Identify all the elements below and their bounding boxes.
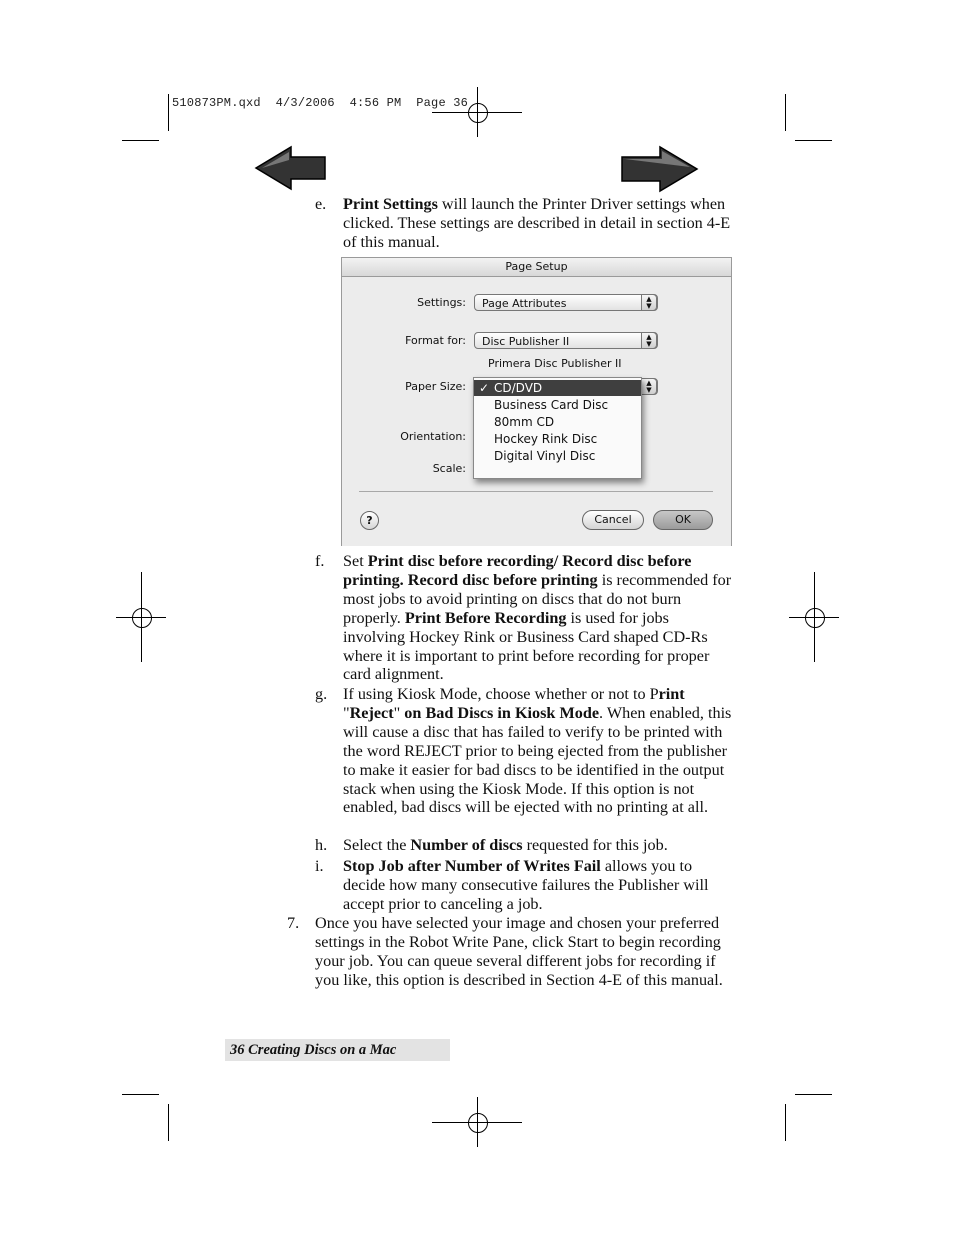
registration-mark-icon — [462, 1107, 492, 1137]
paper-size-menu — [473, 377, 642, 479]
item-g-paragraph — [343, 685, 733, 817]
format-for-value: Disc Publisher II — [482, 335, 570, 348]
item-h-text: Select the — [343, 836, 411, 854]
item-h-text: requested for this job. — [522, 836, 668, 854]
item-f-text: is recommended for most jobs to avoid printing on discs that do not burn properly. — [343, 570, 732, 627]
item-f-text: Set — [343, 552, 368, 570]
item-h-paragraph — [343, 836, 733, 855]
page-footer: 36 Creating Discs on a Mac — [225, 1039, 450, 1061]
item-h-bold: Number of discs — [410, 836, 523, 854]
item-e-bold: Print Settings — [343, 195, 438, 213]
menu-item[interactable]: 80mm CD — [494, 415, 555, 429]
help-button[interactable]: ? — [360, 511, 379, 530]
page-setup-dialog — [341, 257, 732, 546]
checkmark-icon: ✓ — [479, 381, 490, 395]
up-down-arrows-icon: ▲ ▼ — [641, 294, 657, 311]
paper-size-label: Paper Size: — [405, 380, 466, 393]
registration-mark-icon — [799, 602, 829, 632]
up-down-arrows-icon: ▲ ▼ — [641, 332, 657, 349]
dialog-title: Page Setup — [342, 258, 731, 277]
item-f-bold: Print disc before recording/ Record disc before printing. Record disc before printing — [343, 552, 692, 589]
crop-mark — [795, 140, 832, 141]
menu-item[interactable]: Business Card Disc — [494, 398, 609, 412]
item-marker: h. — [315, 836, 328, 854]
settings-label: Settings: — [417, 296, 466, 309]
crop-mark — [795, 1094, 832, 1095]
item-g-text: If using Kiosk Mode, choose whether or not to P — [343, 685, 659, 703]
item-i-text: allows you to decide how many consecutive failures the Publisher will accept prior to canceling a job. — [343, 857, 709, 913]
orientation-label: Orientation: — [400, 430, 466, 443]
item-f-text: is used for jobs involving Hockey Rink or Business Card shaped CD-Rs where it is important to print before recording for proper card alignment. — [343, 608, 710, 684]
cancel-button[interactable]: Cancel — [582, 510, 644, 530]
item-marker: e. — [315, 195, 327, 213]
step-marker: 7. — [287, 914, 300, 932]
item-e-paragraph — [343, 195, 733, 252]
item-f-paragraph — [343, 552, 733, 684]
crop-mark — [168, 94, 169, 131]
arrow-left-icon[interactable] — [254, 145, 328, 191]
crop-mark — [122, 140, 159, 141]
menu-item[interactable]: Digital Vinyl Disc — [494, 449, 596, 463]
settings-popup[interactable] — [474, 294, 658, 311]
registration-mark-icon — [126, 602, 156, 632]
crop-mark — [785, 94, 786, 131]
item-f-bold: Print Before Recording — [404, 608, 567, 627]
menu-item[interactable]: Hockey Rink Disc — [494, 432, 598, 446]
item-marker: f. — [315, 552, 325, 570]
menu-item-label: CD/DVD — [494, 381, 543, 395]
item-g-bold: on Bad Discs in Kiosk Mode — [404, 703, 600, 722]
registration-mark-icon — [462, 97, 492, 127]
settings-value: Page Attributes — [482, 297, 567, 310]
print-slug: 510873PM.qxd 4/3/2006 4:56 PM Page 36 — [172, 96, 469, 110]
item-g-text: " — [343, 703, 350, 722]
format-for-popup[interactable] — [474, 332, 658, 349]
format-for-subtitle: Primera Disc Publisher II — [488, 357, 622, 370]
item-marker: i. — [315, 857, 324, 875]
dialog-divider — [359, 491, 713, 492]
up-down-arrows-icon: ▲ ▼ — [641, 378, 657, 395]
item-marker: g. — [315, 685, 328, 703]
ok-button[interactable]: OK — [653, 510, 713, 530]
menu-item-selected[interactable] — [474, 380, 641, 396]
format-for-label: Format for: — [405, 334, 466, 347]
item-g-bold: rint — [658, 685, 685, 703]
arrow-right-icon[interactable] — [620, 145, 700, 193]
scale-label: Scale: — [432, 462, 466, 475]
item-g-text: " — [393, 703, 405, 722]
item-i-bold: Stop Job after Number of Writes Fail — [343, 857, 601, 875]
item-g-bold: Reject — [349, 703, 394, 722]
item-i-paragraph — [343, 857, 733, 914]
crop-mark — [785, 1104, 786, 1141]
item-g-text: . When enabled, this will cause a disc that has failed to verify to be printed with the word REJECT prior to being ejected from the publisher to make it easier for bad discs to be identified in the output stack when using the Kiosk Mode. If this option is not enabled, bad discs will be ejected with no printing at all. — [343, 703, 732, 817]
step-7-paragraph: Once you have selected your image and chosen your preferred settings in the Robot Write Pane, click Start to begin recording your job. You can queue several different jobs for recording if you like, this option is described in Section 4-E of this manual. — [315, 914, 723, 989]
item-e-text: will launch the Printer Driver settings when clicked. These settings are described in detail in section 4-E of this manual. — [343, 195, 731, 251]
crop-mark — [168, 1104, 169, 1141]
crop-mark — [122, 1094, 159, 1095]
